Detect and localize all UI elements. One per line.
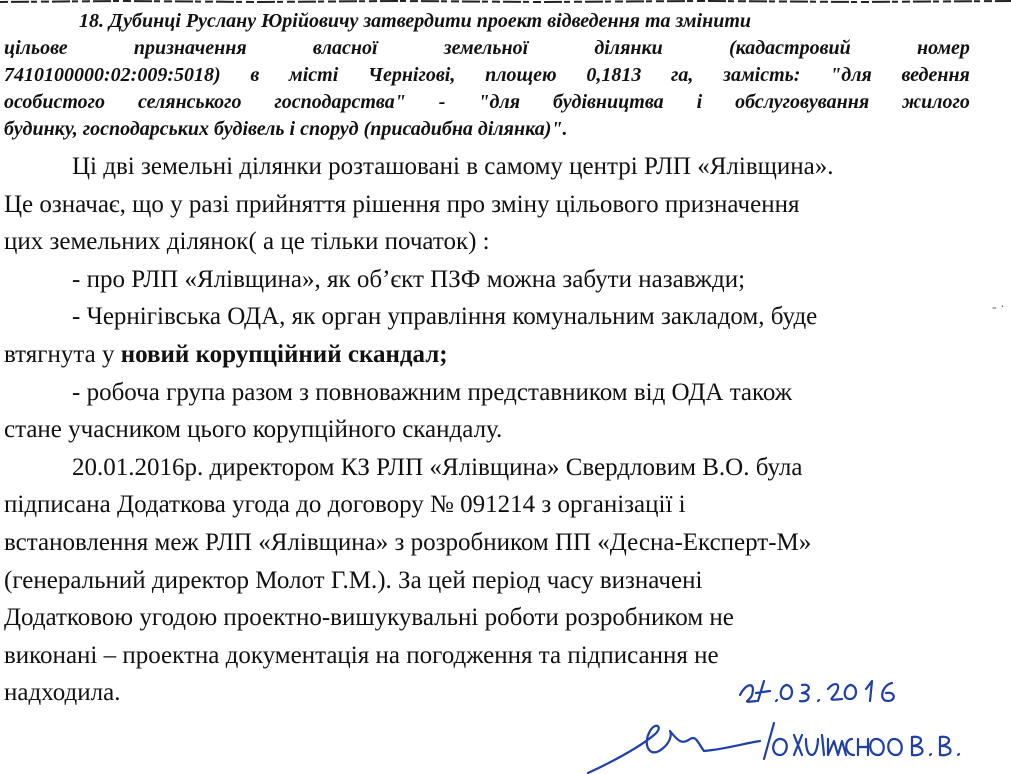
bullet-3-line-2: стане учасником цього корупційного скандалу.: [4, 416, 503, 444]
item-18-line-2: [4, 35, 970, 62]
word: ділянки: [594, 37, 663, 59]
word: (кадастровий: [728, 37, 851, 59]
body-text: [4, 148, 970, 712]
word: в: [250, 64, 260, 86]
word: -: [438, 91, 446, 113]
word: господарства": [274, 91, 406, 113]
signature-scribble: [588, 726, 760, 773]
paragraph-1-line-2: Це означає, що у разі прийняття рішення про зміну цільового призначення: [4, 190, 800, 218]
paragraph-2-line-6: виконані – проектна документація на погодження та підписання не: [4, 641, 719, 669]
word: місті: [289, 64, 339, 86]
word: призначення: [133, 37, 247, 59]
word: будівництва: [552, 91, 664, 113]
item-number: 18.: [79, 10, 104, 32]
paragraph-2-line-7: надходила.: [4, 679, 121, 707]
item-18-line-4: [4, 89, 970, 116]
bullet-1: - про РЛП «Ялівщина», як об’єкт ПЗФ можна забути назавжди;: [72, 265, 746, 293]
bullet-2-line-1: - Чернігівська ОДА, як орган управління комунальним закладом, буде: [72, 303, 818, 331]
item-18-line-3: [4, 62, 970, 89]
area-value: 0,1813: [586, 64, 642, 86]
paragraph-2-line-1: 20.01.2016р. директором КЗ РЛП «Ялівщина» Свердловим В.О. була: [72, 453, 803, 481]
paragraph-1-line-3: цих земельних ділянок( а це тільки початок) :: [4, 228, 490, 256]
word: обслуговування: [735, 91, 870, 113]
item-18-line-5: будинку, господарських будівель і споруд (присадибна ділянка)".: [4, 118, 568, 140]
word: номер: [917, 37, 970, 59]
cadastral-number: 7410100000:02:009:5018): [4, 64, 221, 86]
item-18-line-1: [4, 8, 970, 35]
word: селянського: [138, 91, 242, 113]
word: "для: [478, 91, 521, 113]
item-18-block: [4, 8, 970, 143]
top-cropped-line: [0, 0, 1011, 8]
word: ведення: [901, 64, 970, 86]
word: і: [696, 91, 703, 113]
handwritten-signature: [580, 655, 1010, 774]
word: земельної: [443, 37, 529, 59]
paragraph-1-line-1: Ці дві земельні ділянки розташовані в самому центрі РЛП «Ялівщина».: [72, 153, 834, 180]
paragraph-2-line-5: Додатковою угодою проектно-вишукувальні роботи розробником не: [4, 604, 734, 632]
word: замість:: [723, 64, 801, 86]
paragraph-2-line-3: встановлення меж РЛП «Ялівщина» з розробником ПП «Десна-Експерт-М»: [4, 528, 812, 556]
bullet-2-line-2: [4, 336, 970, 374]
signature-date-mark: [740, 681, 894, 702]
bullet-2-prefix: втягнута у: [4, 340, 121, 368]
scan-speck: - ·: [992, 300, 1005, 315]
paragraph-2-line-4: (генеральний директор Молот Г.М.). За цей період часу визначені: [4, 566, 703, 594]
bullet-3-line-1: - робоча група разом з повноважним представником від ОДА також: [72, 378, 793, 406]
paragraph-2-line-2: підписана Додаткова угода до договору № 091214 з організації і: [4, 491, 686, 519]
word: Чернігові,: [367, 64, 456, 86]
word: особистого: [4, 91, 106, 113]
word: "для: [830, 64, 872, 86]
word: цільове: [4, 37, 68, 59]
item-18-line-1-text: Дубинці Руслану Юрійовичу затвердити проект відведення та змінити: [109, 10, 752, 32]
word: площею: [485, 64, 557, 86]
word: жилого: [902, 91, 970, 113]
bullet-2-bold-phrase: новий корупційний скандал;: [120, 340, 448, 368]
word: га,: [671, 64, 694, 86]
word: власної: [312, 37, 378, 59]
signature-name-mark: [764, 723, 959, 759]
